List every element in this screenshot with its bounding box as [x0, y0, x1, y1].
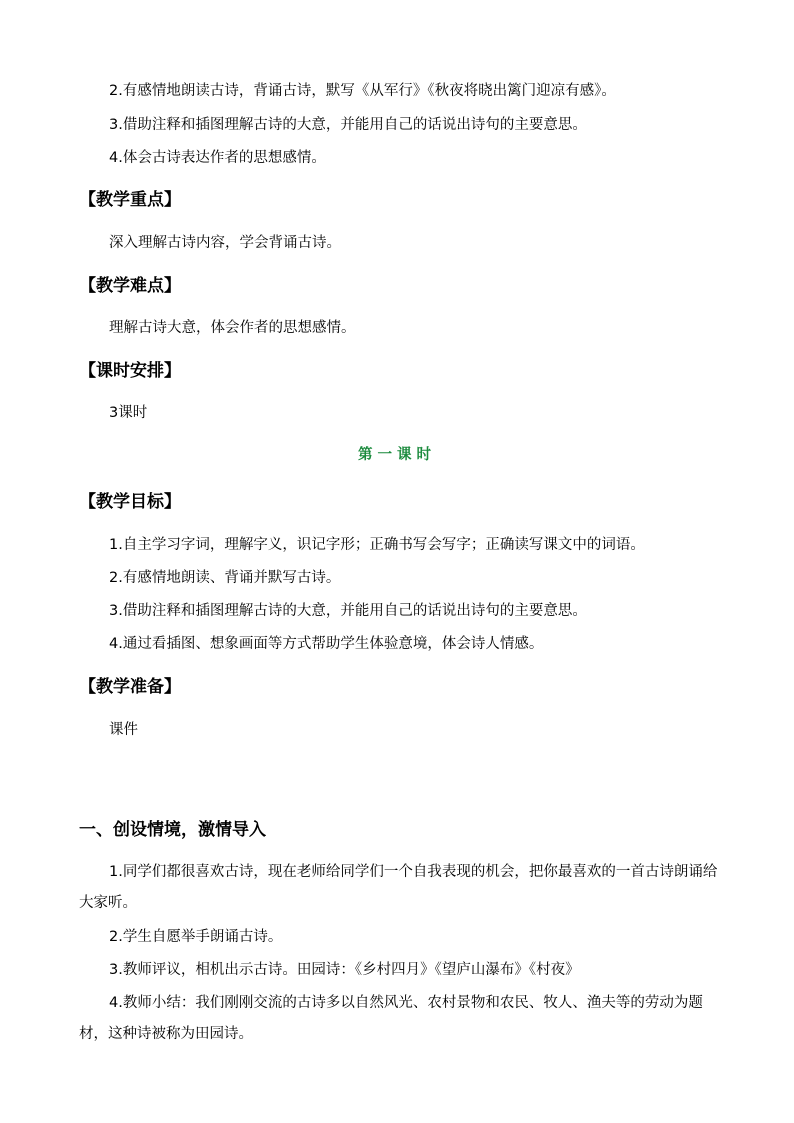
difficulties-heading: 【教学难点】 — [79, 276, 181, 296]
goal-item-4: 4.体会古诗表达作者的思想感情。 — [109, 150, 326, 166]
schedule-heading: 【课时安排】 — [79, 361, 181, 381]
goal-item-3: 3.借助注释和插图理解古诗的大意，并能用自己的话说出诗句的主要意思。 — [109, 117, 587, 133]
lesson-goal-item-3: 3.借助注释和插图理解古诗的大意，并能用自己的话说出诗句的主要意思。 — [109, 603, 587, 619]
preparation-heading: 【教学准备】 — [79, 677, 181, 697]
part-one-item-4: 4.教师小结：我们刚刚交流的古诗多以自然风光、农村景物和农民、牧人、渔夫等的劳动为题材，这种诗被称为田园诗。 — [79, 995, 703, 1042]
schedule-text: 3课时 — [109, 405, 148, 421]
key-points-heading: 【教学重点】 — [79, 190, 181, 210]
part-one-heading: 一、创设情境，激情导入 — [79, 820, 266, 840]
lesson-goals-heading: 【教学目标】 — [79, 492, 181, 512]
lesson-goal-item-4: 4.通过看插图、想象画面等方式帮助学生体验意境，体会诗人情感。 — [109, 636, 544, 652]
preparation-text: 课件 — [109, 722, 138, 738]
lesson-title: 第一课时 — [358, 447, 436, 463]
goal-item-2: 2.有感情地朗读古诗，背诵古诗，默写《从军行》《秋夜将晓出篱门迎凉有感》。 — [109, 83, 616, 99]
lesson-goal-item-2: 2.有感情地朗读、背诵并默写古诗。 — [109, 570, 341, 586]
part-one-item-1: 1.同学们都很喜欢古诗，现在老师给同学们一个自我表现的机会，把你最喜欢的一首古诗朗诵给大家听。 — [79, 864, 718, 911]
part-one-item-2: 2.学生自愿举手朗诵古诗。 — [109, 929, 283, 945]
part-one-item-3: 3.教师评议，相机出示古诗。田园诗：《乡村四月》《望庐山瀑布》《村夜》 — [109, 962, 580, 978]
difficulties-text: 理解古诗大意，体会作者的思想感情。 — [109, 320, 356, 336]
lesson-goal-item-1: 1.自主学习字词，理解字义，识记字形；正确书写会写字；正确读写课文中的词语。 — [109, 537, 645, 553]
key-points-text: 深入理解古诗内容，学会背诵古诗。 — [109, 235, 341, 251]
